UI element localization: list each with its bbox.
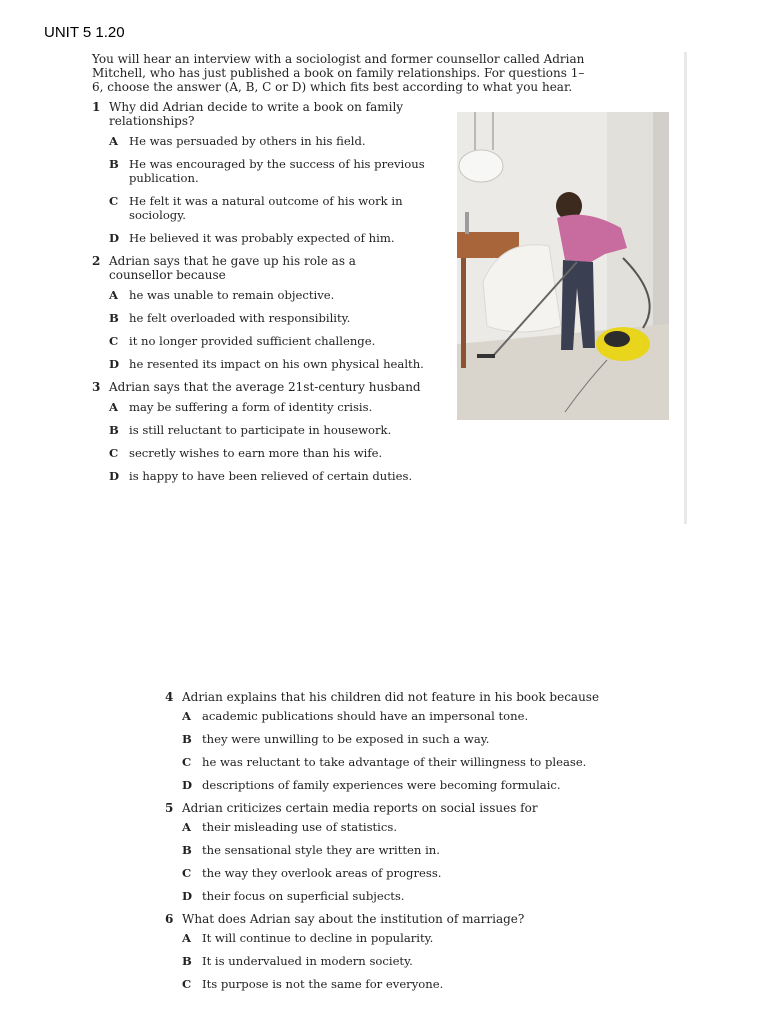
option-letter: B xyxy=(109,423,119,437)
question-text: Adrian criticizes certain media reports on social issues for xyxy=(182,801,538,815)
unit-title: UNIT 5 1.20 xyxy=(44,24,125,41)
option-text: their misleading use of statistics. xyxy=(202,820,398,834)
option-letter: C xyxy=(182,866,192,880)
option-letter: B xyxy=(182,732,192,746)
question-text: Adrian says that the average 21st-century husband xyxy=(109,380,421,394)
question-number: 2 xyxy=(92,254,101,268)
option-letter: C xyxy=(182,977,192,991)
question-5 xyxy=(165,801,605,903)
option-a xyxy=(182,709,605,723)
option-text: He believed it was probably expected of him. xyxy=(129,231,395,245)
option-letter: C xyxy=(109,194,119,208)
option-text: It will continue to decline in popularity. xyxy=(202,931,434,945)
option-b xyxy=(182,732,605,746)
question-6 xyxy=(165,912,605,991)
option-text: the sensational style they are written in. xyxy=(202,843,440,857)
question-text: What does Adrian say about the institution of marriage? xyxy=(182,912,525,926)
option-letter: A xyxy=(182,820,191,834)
option-c xyxy=(182,866,605,880)
option-letter: A xyxy=(109,288,118,302)
option-text: is still reluctant to participate in housework. xyxy=(129,423,392,437)
option-b xyxy=(182,954,605,968)
option-text: He was persuaded by others in his field. xyxy=(129,134,366,148)
option-letter: A xyxy=(182,931,191,945)
option-c xyxy=(182,755,605,769)
option-text: they were unwilling to be exposed in such a way. xyxy=(202,732,490,746)
option-list xyxy=(182,820,605,903)
question-number: 4 xyxy=(165,690,174,704)
question-number: 5 xyxy=(165,801,174,815)
option-letter: C xyxy=(109,334,119,348)
man-vacuuming-photo xyxy=(457,112,669,420)
option-letter: B xyxy=(182,954,192,968)
question-text: Adrian explains that his children did not feature in his book because xyxy=(182,690,600,704)
option-letter: A xyxy=(109,400,118,414)
option-c xyxy=(182,977,605,991)
option-letter: C xyxy=(109,446,119,460)
option-letter: B xyxy=(109,311,119,325)
option-letter: B xyxy=(109,157,119,171)
question-number: 3 xyxy=(92,380,101,394)
option-text: he was reluctant to take advantage of their willingness to please. xyxy=(202,755,587,769)
exercise-instructions: You will hear an interview with a sociologist and former counsellor called Adrian Mitchell, who has just published a book on family relationships. For questions 1–6, choose the answer (A, B, C or D) which fits best according to what you hear. xyxy=(92,52,585,94)
option-a xyxy=(182,820,605,834)
option-text: He felt it was a natural outcome of his work in sociology. xyxy=(129,194,403,222)
question-text: Why did Adrian decide to write a book on family relationships? xyxy=(109,100,404,128)
option-text: their focus on superficial subjects. xyxy=(202,889,405,903)
exercise-bottom-block xyxy=(165,684,605,1000)
option-text: It is undervalued in modern society. xyxy=(202,954,413,968)
option-text: secretly wishes to earn more than his wife. xyxy=(129,446,383,460)
option-c xyxy=(109,446,592,460)
option-text: Its purpose is not the same for everyone. xyxy=(202,977,444,991)
option-d xyxy=(182,778,605,792)
option-b xyxy=(182,843,605,857)
option-text: He was encouraged by the success of his previous publication. xyxy=(129,157,425,185)
photo-illustration xyxy=(457,112,669,420)
page-edge-shadow xyxy=(684,52,687,524)
option-d xyxy=(182,889,605,903)
option-text: he resented its impact on his own physical health. xyxy=(129,357,424,371)
option-list xyxy=(182,709,605,792)
option-letter: D xyxy=(109,357,120,371)
option-letter: D xyxy=(182,778,193,792)
option-letter: D xyxy=(182,889,193,903)
option-text: it no longer provided sufficient challenge. xyxy=(129,334,376,348)
question-text: Adrian says that he gave up his role as a counsellor because xyxy=(109,254,356,282)
option-b xyxy=(109,423,592,437)
option-letter: D xyxy=(109,469,120,483)
option-letter: B xyxy=(182,843,192,857)
option-a xyxy=(182,931,605,945)
option-text: may be suffering a form of identity crisis. xyxy=(129,400,373,414)
option-d xyxy=(109,469,592,483)
option-letter: A xyxy=(109,134,118,148)
option-list xyxy=(182,931,605,991)
option-text: the way they overlook areas of progress. xyxy=(202,866,442,880)
option-letter: D xyxy=(109,231,120,245)
question-number: 1 xyxy=(92,100,101,114)
option-text: he was unable to remain objective. xyxy=(129,288,335,302)
option-text: descriptions of family experiences were becoming formulaic. xyxy=(202,778,561,792)
question-4 xyxy=(165,690,605,792)
option-letter: C xyxy=(182,755,192,769)
option-text: he felt overloaded with responsibility. xyxy=(129,311,351,325)
question-number: 6 xyxy=(165,912,174,926)
option-text: is happy to have been relieved of certain duties. xyxy=(129,469,413,483)
option-text: academic publications should have an impersonal tone. xyxy=(202,709,529,723)
option-letter: A xyxy=(182,709,191,723)
